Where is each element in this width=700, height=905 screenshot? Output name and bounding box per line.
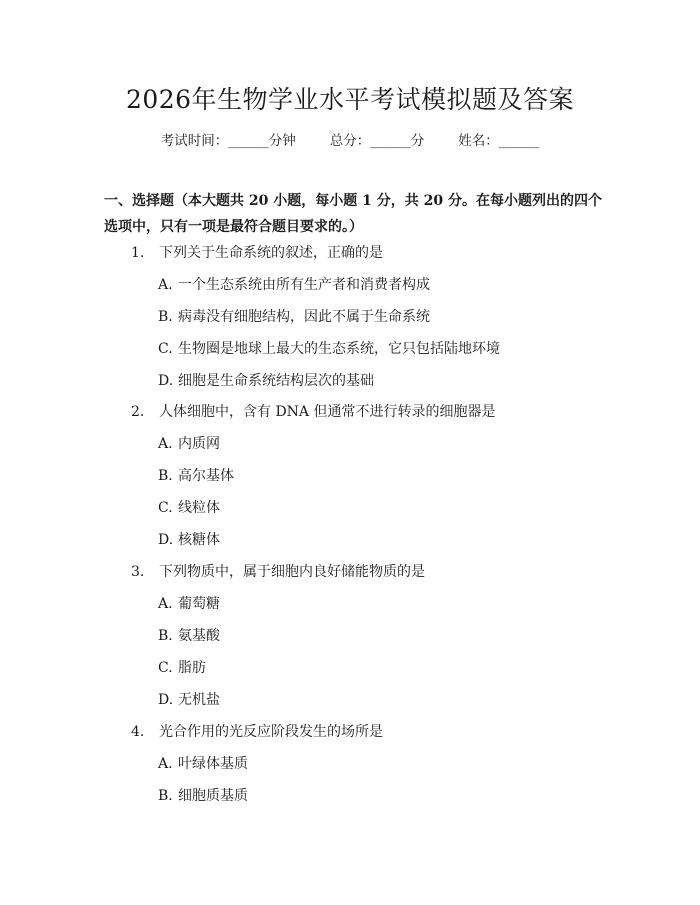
question-text: 下列物质中，属于细胞内良好储能物质的是 — [159, 564, 425, 580]
page-title: 2026年生物学业水平考试模拟题及答案 — [125, 85, 575, 114]
option-letter: C. — [158, 341, 173, 357]
question-text: 人体细胞中，含有 DNA 但通常不进行转录的细胞器是 — [159, 404, 496, 420]
option-letter: B. — [158, 468, 173, 484]
option-letter: A. — [158, 756, 173, 772]
question-4 — [131, 722, 383, 742]
option-text: 一个生态系统由所有生产者和消费者构成 — [178, 277, 430, 293]
option-letter: A. — [158, 436, 173, 452]
option-letter: C. — [158, 660, 173, 676]
option-text: 高尔基体 — [178, 468, 234, 484]
option-text: 核糖体 — [178, 532, 220, 548]
option-text: 脂肪 — [178, 660, 206, 676]
student-name-field: 姓名：______ — [458, 133, 540, 149]
option-text: 内质网 — [178, 436, 220, 452]
question-number: 2. — [131, 404, 145, 420]
question-text: 下列关于生命系统的叙述，正确的是 — [159, 245, 383, 261]
option-letter: B. — [158, 788, 173, 804]
q1-option-b — [158, 307, 430, 327]
exam-info-row — [0, 131, 700, 151]
option-letter: D. — [158, 692, 174, 708]
option-text: 细胞是生命系统结构层次的基础 — [178, 373, 374, 389]
q3-option-a — [158, 594, 220, 614]
option-text: 无机盐 — [178, 692, 220, 708]
q1-option-d — [158, 371, 374, 391]
q3-option-c — [158, 658, 206, 678]
section-heading: 一、选择题（本大题共 20 小题，每小题 1 分，共 20 分。在每小题列出的四个选项中，只有一项是最符合题目要求的。） — [104, 193, 602, 235]
option-letter: B. — [158, 628, 173, 644]
option-text: 线粒体 — [178, 500, 220, 516]
q1-option-c — [158, 339, 500, 359]
question-1 — [131, 243, 383, 263]
option-text: 葡萄糖 — [178, 596, 220, 612]
exam-time-field: 考试时间：______分钟 — [160, 133, 296, 149]
q1-option-a — [158, 275, 430, 295]
question-number: 3. — [131, 564, 145, 580]
option-letter: A. — [158, 596, 173, 612]
option-letter: A. — [158, 277, 173, 293]
option-text: 叶绿体基质 — [178, 756, 248, 772]
q4-option-a — [158, 754, 248, 774]
q2-option-b — [158, 466, 234, 486]
question-text: 光合作用的光反应阶段发生的场所是 — [159, 724, 383, 740]
option-text: 氨基酸 — [178, 628, 220, 644]
q2-option-d — [158, 530, 220, 550]
question-number: 4. — [131, 724, 145, 740]
question-number: 1. — [131, 245, 145, 261]
q2-option-c — [158, 498, 220, 518]
option-text: 细胞质基质 — [178, 788, 248, 804]
q3-option-d — [158, 690, 220, 710]
q2-option-a — [158, 434, 220, 454]
option-text: 生物圈是地球上最大的生态系统，它只包括陆地环境 — [178, 341, 500, 357]
total-score-field: 总分：______分 — [329, 133, 425, 149]
q3-option-b — [158, 626, 220, 646]
option-letter: D. — [158, 532, 174, 548]
q4-option-b — [158, 786, 248, 806]
option-letter: C. — [158, 500, 173, 516]
question-2 — [131, 402, 495, 422]
option-letter: B. — [158, 309, 173, 325]
option-text: 病毒没有细胞结构，因此不属于生命系统 — [178, 309, 430, 325]
question-3 — [131, 562, 425, 582]
option-letter: D. — [158, 373, 174, 389]
